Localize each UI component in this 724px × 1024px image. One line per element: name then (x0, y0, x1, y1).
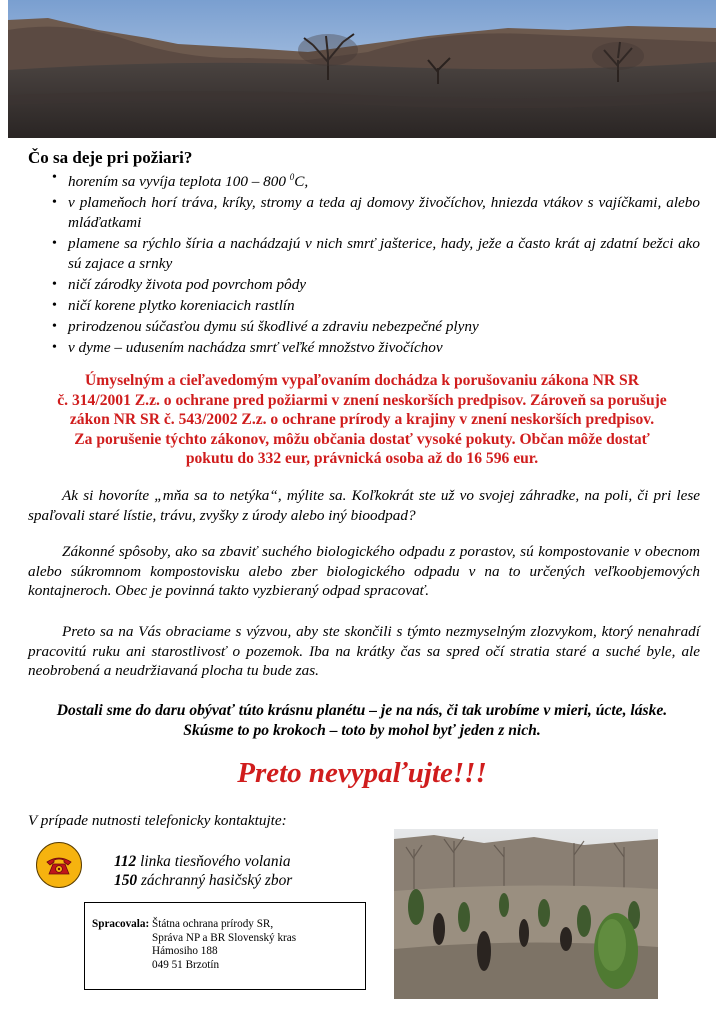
emergency-number-row: 112 linka tiesňového volania (114, 853, 291, 870)
paragraph: Preto sa na Vás obraciame s výzvou, aby ste skončili s týmto nezmyselným zlozvykom, ktorý nenahradí pracovitú ruku ani starostlivosť o pozemok. Iba na krátky čas sa spred očí stratia staré a suché byle, ale neobrobená a neudržiavaná plocha tu bude zas. (28, 623, 700, 680)
legal-line: zákon NR SR č. 543/2002 Z.z. o ochrane prírody a krajiny v znení neskorších predpisov. (69, 411, 655, 429)
contact-intro: V prípade nutnosti telefonicky kontaktujte: (28, 812, 287, 829)
paragraph: Ak si hovoríte „mňa sa to netýka“, mýlite sa. Koľkokrát ste už vo svojej záhradke, na poli, či pri lese spaľovali staré lístie, trávu, zvyšky z úrody alebo iný bioodpad? (28, 487, 700, 524)
credit-address: Štátna ochrana prírody SR, Správa NP a BR Slovenský kras Hámosiho 188 049 51 Brzotín (152, 918, 297, 971)
fire-effects-list (30, 168, 700, 360)
credit-box (84, 902, 366, 990)
list-item: • ničí zárodky života pod povrchom pôdy (30, 275, 700, 295)
legal-line: Úmyselným a cieľavedomým vypaľovaním dochádza k porušovaniu zákona NR SR (85, 372, 639, 389)
legal-line: Za porušenie týchto zákonov, môžu občania dostať vysoké pokuty. Občan môže dostať (74, 430, 650, 448)
emergency-number-row: 150 záchranný hasičský zbor (114, 872, 293, 889)
burned-meadow-photo (8, 0, 716, 138)
list-item: • prirodzenou súčasťou dymu sú škodlivé a zdraviu nebezpečné plyny (30, 317, 700, 337)
emergency-numbers (114, 852, 292, 890)
credit-label: Spracovala: (92, 918, 150, 930)
list-item: • plamene sa rýchlo šíria a nachádzajú v nich smrť jašterice, hady, ježe a často krát aj zdatní bežci ako sú zajace a srnky (30, 234, 700, 273)
motto (20, 701, 704, 740)
list-item: • ničí korene plytko koreniacich rastlín (30, 296, 700, 316)
legal-line: č. 314/2001 Z.z. o ochrane pred požiarmi v znení neskorších predpisov. Zároveň sa porušuje (57, 391, 667, 409)
legal-warning (20, 371, 704, 469)
telephone-icon (36, 842, 82, 888)
section-heading: Čo sa deje pri požiari? (28, 148, 193, 167)
paragraph: Zákonné spôsoby, ako sa zbaviť suchého biologického odpadu z porastov, sú kompostovanie v obecnom alebo súkromnom kompostovisku alebo zber biologického odpadu v na to určených veľkoobjemových kontajneroch. Obec je povinná takto vyzbieraný odpad spracovať. (28, 543, 700, 600)
motto-line: Dostali sme do daru obývať túto krásnu planétu – je na nás, či tak urobíme v mieri, úcte, láske. (56, 702, 668, 719)
motto-line: Skúsme to po krokoch – toto by mohol byť jeden z nich. (183, 721, 541, 739)
list-item: • horením sa vyvíja teplota 100 – 800 $^0$C, (30, 168, 700, 192)
phone-number: 150 (114, 872, 138, 889)
phone-number: 112 (114, 853, 137, 870)
slogan: Preto nevypaľujte!!! (237, 757, 487, 789)
list-item: • v dyme – udusením nachádza smrť veľké množstvo živočíchov (30, 338, 700, 358)
list-item: • v plameňoch horí tráva, kríky, stromy a teda aj domovy živočíchov, hniezda vtákov s vajíčkami, alebo mláďatkami (30, 193, 700, 232)
burned-junipers-photo (394, 829, 658, 999)
legal-line: pokutu do 332 eur, právnická osoba až do 16 596 eur. (185, 450, 539, 468)
